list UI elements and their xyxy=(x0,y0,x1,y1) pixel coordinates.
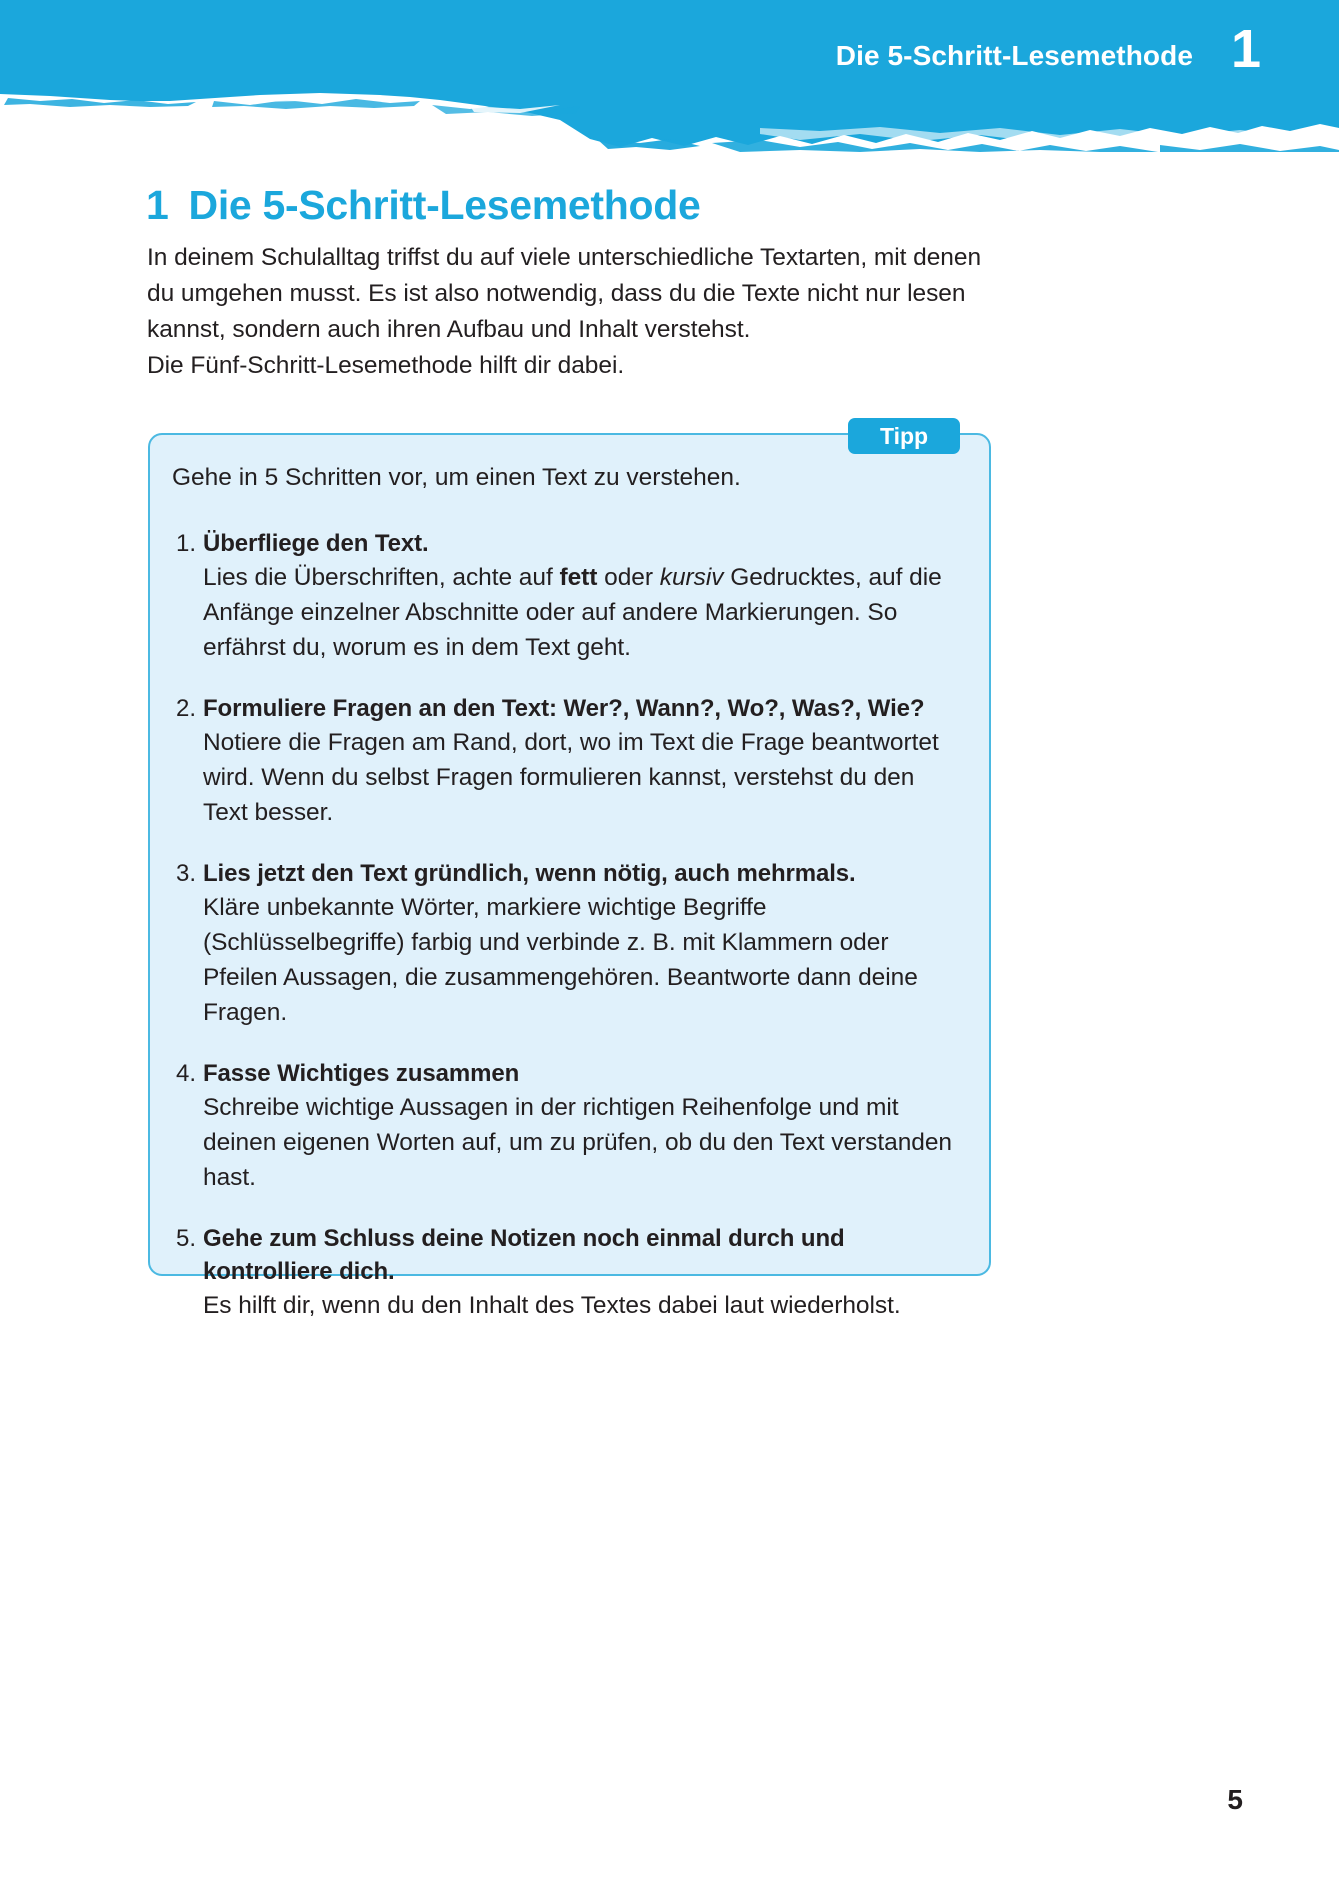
step-number: 5. xyxy=(175,1225,196,1252)
header-chapter-number: 1 xyxy=(1230,19,1261,79)
step-heading: Fasse Wichtiges zusammen xyxy=(203,1060,520,1087)
page-title-number: 1 xyxy=(146,182,169,229)
intro-line-3: kannst, sondern auch ihren Aufbau und Inhalt verstehst. xyxy=(147,316,751,343)
step-heading: Formuliere Fragen an den Text: Wer?, Wann?, Wo?, Was?, Wie? xyxy=(203,695,925,722)
step-body: Kläre unbekannte Wörter, markiere wichtige Begriffe (Schlüsselbegriffe) farbig und verbinde z. B. mit Klammern oder Pfeilen Aussagen, die zusammengehören. Beantworte dann deine Fragen. xyxy=(203,894,918,1026)
tipp-box-content xyxy=(148,433,991,1323)
list-item xyxy=(170,527,957,665)
intro-line-1: In deinem Schulalltag triffst du auf viele unterschiedliche Textarten, mit denen xyxy=(147,244,982,271)
page-title-text: Die 5-Schritt-Lesemethode xyxy=(188,182,701,229)
step-body xyxy=(203,560,957,665)
list-item xyxy=(170,857,957,1030)
step-body-part-3: Gedrucktes, auf die Anfänge einzelner Abschnitte oder auf andere Markierungen. So erfährst du, worum es in dem Text geht. xyxy=(203,564,942,661)
header-running-title: Die 5-Schritt-Lesemethode xyxy=(835,40,1193,71)
list-item xyxy=(170,1057,957,1195)
step-body-italic: kursiv xyxy=(659,564,724,591)
step-body: Notiere die Fragen am Rand, dort, wo im Text die Frage beantwortet wird. Wenn du selbst Fragen formulieren kannst, verstehst du den Text besser. xyxy=(203,729,939,826)
step-body-bold: fett xyxy=(559,564,598,591)
list-item xyxy=(170,692,957,830)
list-item xyxy=(170,1222,957,1323)
step-number: 1. xyxy=(175,530,196,557)
step-number: 4. xyxy=(175,1060,196,1087)
page-header-band xyxy=(0,0,1339,152)
header-brush-shape xyxy=(0,0,1339,152)
tipp-badge xyxy=(848,418,960,454)
step-body: Es hilft dir, wenn du den Inhalt des Textes dabei laut wiederholst. xyxy=(203,1292,901,1319)
step-heading: Lies jetzt den Text gründlich, wenn nötig, auch mehrmals. xyxy=(203,860,856,887)
step-number: 2. xyxy=(175,695,196,722)
step-heading: Überfliege den Text. xyxy=(203,530,429,557)
page-number: 5 xyxy=(1227,1784,1243,1815)
intro-paragraph xyxy=(147,240,1007,384)
page-title xyxy=(146,182,700,229)
step-body-part-2: oder xyxy=(597,564,660,591)
tipp-badge-label: Tipp xyxy=(879,422,929,449)
steps-list xyxy=(170,527,957,1323)
step-body-part-1: Lies die Überschriften, achte auf xyxy=(203,564,560,591)
intro-line-4: Die Fünf-Schritt-Lesemethode hilft dir dabei. xyxy=(147,352,625,379)
step-body: Schreibe wichtige Aussagen in der richtigen Reihenfolge und mit deinen eigenen Worten auf, um zu prüfen, ob du den Text verstanden hast. xyxy=(203,1094,953,1191)
tipp-lead-text: Gehe in 5 Schritten vor, um einen Text zu verstehen. xyxy=(172,464,741,491)
step-number: 3. xyxy=(175,860,196,887)
step-heading: Gehe zum Schluss deine Notizen noch einmal durch und kontrolliere dich. xyxy=(203,1225,845,1285)
intro-line-2: du umgehen musst. Es ist also notwendig, dass du die Texte nicht nur lesen xyxy=(147,280,966,307)
